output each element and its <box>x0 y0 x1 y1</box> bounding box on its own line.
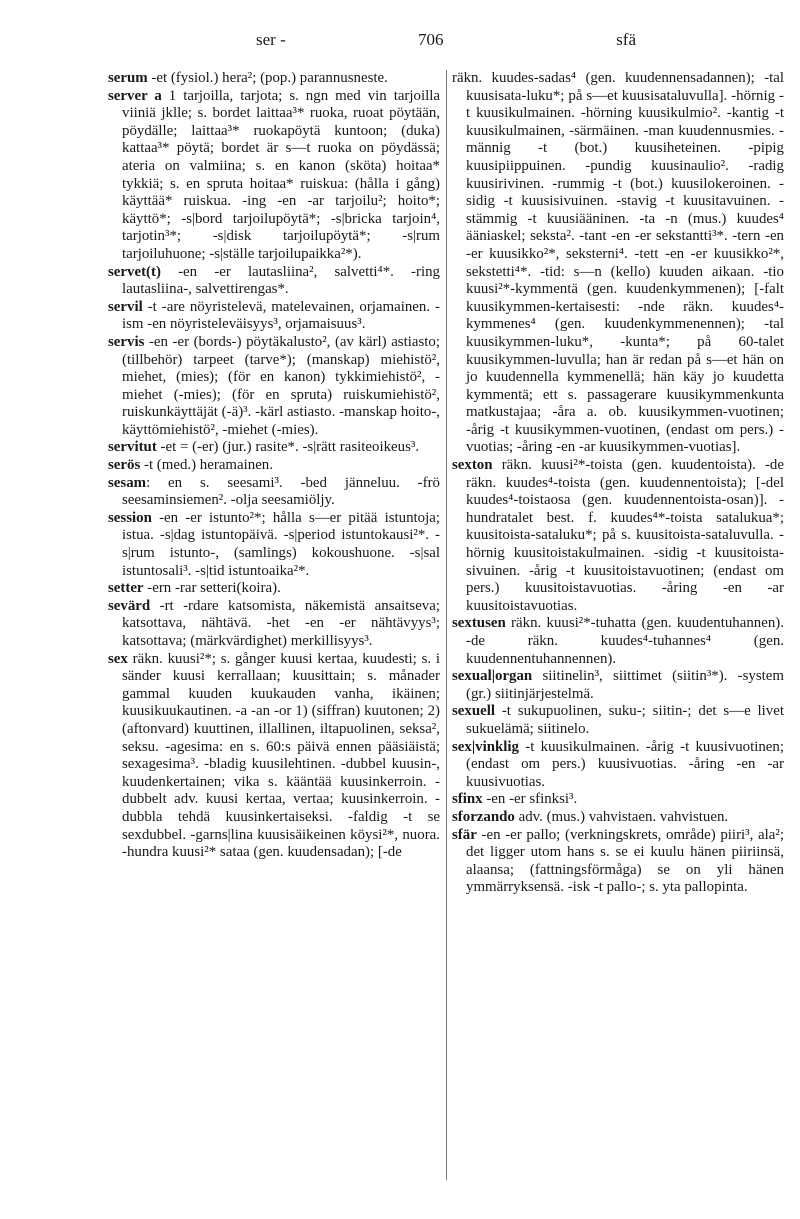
dictionary-entry <box>108 580 440 598</box>
page-header <box>100 30 700 56</box>
dictionary-entry <box>452 457 784 615</box>
dictionary-entry <box>452 791 784 809</box>
entry-definition: -t (med.) heramainen. <box>140 457 273 474</box>
entry-headword: setter <box>108 580 144 597</box>
entry-headword: serös <box>108 457 141 474</box>
dictionary-entry <box>452 615 784 668</box>
header-left-guide-word: ser - <box>256 30 286 49</box>
entry-headword: sevärd <box>108 597 151 614</box>
entry-definition: siitinelin³, siittimet (siitin³*). -system (gr.) siitinjärjestelmä. <box>466 668 784 702</box>
entry-headword: sex <box>108 650 128 667</box>
entry-headword: servis <box>108 333 145 350</box>
dictionary-entry <box>452 703 784 738</box>
entry-definition: -rt -rdare katsomista, näkemistä ansaitseva; katsottava, nähtävä. -het -en -er nähtävyys³; katsottava; (märkvärdighet) merkillisyys³. <box>122 597 440 649</box>
entry-definition: -et = (-er) (jur.) rasite*. -s|rätt rasiteoikeus³. <box>156 439 420 456</box>
entry-headword: server a <box>108 87 162 104</box>
dictionary-entry <box>452 668 784 703</box>
dictionary-entry <box>108 598 440 651</box>
dictionary-entry <box>108 264 440 299</box>
entry-definition: -ern -rar setteri(koira). <box>143 580 281 597</box>
entry-definition: -t -are nöyristelevä, matelevainen, orjamainen. -ism -en nöyristeleväisyys³, orjamaisuus³. <box>122 298 440 333</box>
entry-headword: sextusen <box>452 615 506 632</box>
dictionary-entry <box>452 809 784 827</box>
right-column <box>452 70 784 897</box>
entry-definition: -t kuusikulmainen. -årig -t kuusivuotinen; (endast om pers.) kuusivuotias. -åring -en -ar kuusivuotias. <box>466 738 784 790</box>
entry-definition: -et (fysiol.) hera²; (pop.) parannusneste. <box>147 70 388 86</box>
dictionary-entry <box>108 457 440 475</box>
dictionary-entry <box>108 439 440 457</box>
entry-headword: sex|vinklig <box>452 738 519 755</box>
dictionary-entry <box>108 475 440 510</box>
entry-headword: sexual|organ <box>452 668 533 685</box>
entry-definition: -en -er sfinksi³. <box>482 791 578 808</box>
left-column <box>108 70 440 862</box>
dictionary-entry <box>452 739 784 792</box>
entry-definition: räkn. kuusi²*-toista (gen. kuudentoista). -de räkn. kuudes⁴-toista (gen. kuudennentoista); [-del kuudes⁴-toistaosa (gen. kuudennentoista-osan)]. -hundratalet best. f. kuudes⁴*-toista satalukua*; kuusitoista-sataluku*; på s. kuusitoista-sataluvulla. -hörnig kuusitoistakulmainen. -sidig -t kuusitoista-sivuinen. -årig -t kuusitoistavuotinen; (endast om pers.) kuusitoistavuotias. -åring -en -ar kuusitoistavuotias. <box>466 457 784 614</box>
entry-definition: räkn. kuusi²*; s. gånger kuusi kertaa, kuudesti; s. i sänder kuusi kerrallaan; kuusittain; s. månader gammal kuuden kuukauden vanha, ikäinen; kuusikuukautinen. -a -an -or 1) (siffran) kuutonen; 2) (aftonvard) kuuttinen, illallinen, iltapuolinen, seksa², seksu. -agesima: en s. 60:s päivä ennen pääsiäistä; sexagesima³. -bladig kuusilehtinen. -dubbel kuusin-, kuudenkertainen; vika s. kääntää kuusinkerroin. -dubbelt adv. kuusi kertaa, vertaa; kuusinkerroin. -dubbla tehdä kuusinkertaiseksi. -faldig -t se sexdubbel. -garns|lina kuusisäikeinen köysi²*, nuora. -hundra kuusi²* sataa (gen. kuudensadan); [-de <box>122 650 440 861</box>
entry-headword: sexuell <box>452 703 496 720</box>
dictionary-entry <box>108 299 440 334</box>
entry-definition: adv. (mus.) vahvistaen. vahvistuen. <box>514 808 729 825</box>
entry-headword: servitut <box>108 439 157 456</box>
page-number: 706 <box>418 30 444 49</box>
entry-headword: serum <box>108 70 148 86</box>
entry-headword: sesam <box>108 474 147 491</box>
entry-definition: -en -er pallo; (verkningskrets, område) piiri³, ala²; det ligger utom hans s. se ei kuulu hänen piiriinsä, alaansa; (fattningsförmåga) se on yli hänen ymmärryksensä. -isk -t pallo-; s. yta pallopinta. <box>466 826 784 896</box>
entry-definition: -t sukupuolinen, suku-; siitin-; det s—e livet sukuelämä; siitinelo. <box>466 703 784 737</box>
entry-definition: -en -er (bords-) pöytäkalusto², (av kärl) astiasto; (tillbehör) tarpeet (tarve*); (manskap) miehistö², miehet, (mies); (för en kanon) tykkimiehistö², -miehet (-mies); (för en spruta) ruiskumiehistö², ruiskunkäyttäjät (-ä)³. -kärl astiasto. -manskap hoito-, käyttömiehistö², -miehet (-mies). <box>122 333 440 438</box>
dictionary-entry <box>452 827 784 897</box>
entry-definition: 1 tarjoilla, tarjota; s. ngn med vin tarjoilla viiniä jklle; s. bordet laittaa³* ruoka, ruoat pöytään, pöydälle; laittaa³* ruokapöytä kuntoon; (duka) kattaa³* pöytä; bordet är s—t ruoka on pöydässä; ateria on valmiina; s. en kanon (sköta) hoitaa* tykkiä; s. en spruta hoitaa* ruiskua: (hålla i gång) käyttää* ruiskua. -ing -en -ar tarjoilu²; hoito*; käyttö*; -s|bord tarjoilupöytä*; -s|bricka tarjoin⁴, tarjotin³*; -s|disk tarjoilupöytä*; -s|rum tarjoiluhuone; -s|ställe tarjoilupaikka²*). <box>122 87 440 262</box>
dictionary-entry <box>108 70 440 88</box>
column-divider <box>446 70 447 1180</box>
entry-definition: räkn. kuudes-sadas⁴ (gen. kuudennensadannen); -tal kuusisata-luku*; på s—et kuusisataluvulla]. -hörnig -t kuusikulmainen. -hörning kuusikulmio². -kantig -t kuusikulmainen, -särmäinen. -man kuudennusmies. -männig -t (bot.) kuusiheteinen. -pipig kuusipiippuinen. -pundig kuusinaulio². -radig kuusirivinen. -rummig -t (bot.) kuusilokeroinen. -sidig -t kuusisivuinen. -stavig -t kuusitavuinen. -stämmig -t kuusiääninen. -ta -n (mus.) kuudes⁴ ääniaskel; seksta². -tant -en -er sekstantti³*. -tern -en -er kuusikko²*, seksterni⁴. -tett -en -er kuusikko²*, sekstetti⁴*. -tid: s—n (kello) kuuden aikaan. -tio kuusi²*-kymmentä (gen. kuudenkymmenen); [-falt kuusikymmen-kertaisesti: -nde räkn. kuudes⁴-kymmenes⁴ (gen. kuudenkymmenennen); -tal kuusikymmen-luku*, -kunta*; på 60-talet kuusikymmen-luvulla; han är redan på s—et hän on jo kuudennella kymmenellä; hän käy jo kuudetta kymmentä; ett s. passagerare kuusikymmenkunta matkustajaa; -åra a. ob. kuusikymmen-vuotinen; -årig -t kuusikymmen-vuotinen, (endast om pers.) -vuotias; -åring -en -ar kuusikymmen-vuotias]. <box>452 70 784 456</box>
dictionary-entry <box>108 510 440 580</box>
entry-headword: sfär <box>452 826 477 843</box>
entry-headword: servet(t) <box>108 263 161 280</box>
header-right-guide-word: sfä <box>616 30 636 49</box>
dictionary-entry <box>108 334 440 440</box>
entry-headword: session <box>108 509 152 526</box>
dictionary-entry <box>108 651 440 862</box>
entry-definition: -en -er lautasliina², salvetti⁴*. -ring lautasliina-, salvettirengas*. <box>122 263 440 298</box>
entry-headword: sfinx <box>452 791 483 808</box>
entry-definition: : en s. seesami³. -bed jänneluu. -frö seesaminsiemen². -olja seesamiöljy. <box>122 474 440 509</box>
dictionary-entry <box>452 70 784 457</box>
entry-definition: -en -er istunto²*; hålla s—er pitää istuntoja; istua. -s|dag istuntopäivä. -s|period istuntokausi²*. -s|rum istunto-, (samlings) kokoushuone. -s|sal istuntosali³. -s|tid istuntoaika²*. <box>122 509 440 579</box>
dictionary-entry <box>108 88 440 264</box>
entry-definition: räkn. kuusi²*-tuhatta (gen. kuudentuhannen). -de räkn. kuudes⁴-tuhannes⁴ (gen. kuudennentuhannennen). <box>466 615 784 667</box>
entry-headword: servil <box>108 298 143 315</box>
entry-headword: sforzando <box>452 808 515 825</box>
entry-headword: sexton <box>452 457 493 474</box>
